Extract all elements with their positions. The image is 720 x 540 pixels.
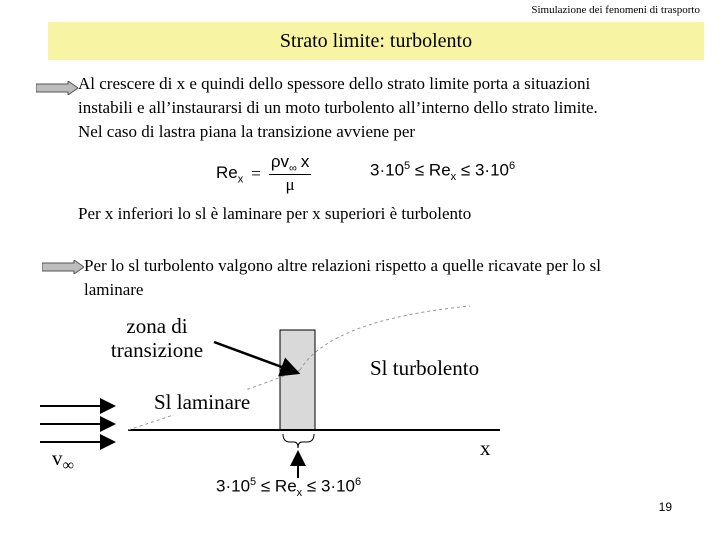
paragraph-line: Per lo sl turbolento valgono altre relazioni rispetto a quelle ricavate per lo sl <box>84 256 601 275</box>
paragraph-turbulent-relations <box>84 254 704 302</box>
transition-zone-label: zona di transizione <box>110 314 204 362</box>
paragraph-laminar-turbulent: Per x inferiori lo sl è laminare per x superiori è turbolento <box>78 204 472 223</box>
re-symbol: Re <box>216 162 238 182</box>
paragraph-line: laminare <box>84 280 144 299</box>
bullet-arrow-icon <box>36 81 78 95</box>
paragraph-line: Al crescere di x e quindi dello spessore dello strato limite porta a situazioni <box>78 74 591 93</box>
transition-brace <box>283 434 314 448</box>
turbulent-layer-label: Sl turbolento <box>370 356 480 380</box>
paragraph-line: instabili e all’instaurarsi di un moto turbolento all’interno dello strato limite. <box>78 98 598 117</box>
x-axis-label: x <box>480 436 491 460</box>
reynolds-range: $3\cdot 10^5 \le Re_x \le 3\cdot 10^6$ <box>370 160 516 184</box>
bullet-arrow-icon <box>42 260 84 274</box>
title-bar <box>48 22 704 60</box>
paragraph-transition <box>78 72 708 144</box>
slide-title: Strato limite: turbolento <box>279 30 473 52</box>
laminar-layer-label: Sl laminare <box>154 390 251 414</box>
paragraph-line: Nel caso di lastra piana la transizione avviene per <box>78 122 416 141</box>
transition-range-formula: $3\cdot 10^5 \le Re_x \le 3\cdot 10^6$ <box>216 476 362 500</box>
transition-zone-rect <box>280 330 315 430</box>
course-header: Simulazione dei fenomeni di trasporto <box>531 4 700 16</box>
freestream-velocity-label: $v_\infty$ <box>52 446 74 475</box>
reynolds-definition: $Re_x$ = $\frac{\rho v_\infty x}{\mu}$ <box>216 152 310 195</box>
page-number: 19 <box>658 500 672 514</box>
